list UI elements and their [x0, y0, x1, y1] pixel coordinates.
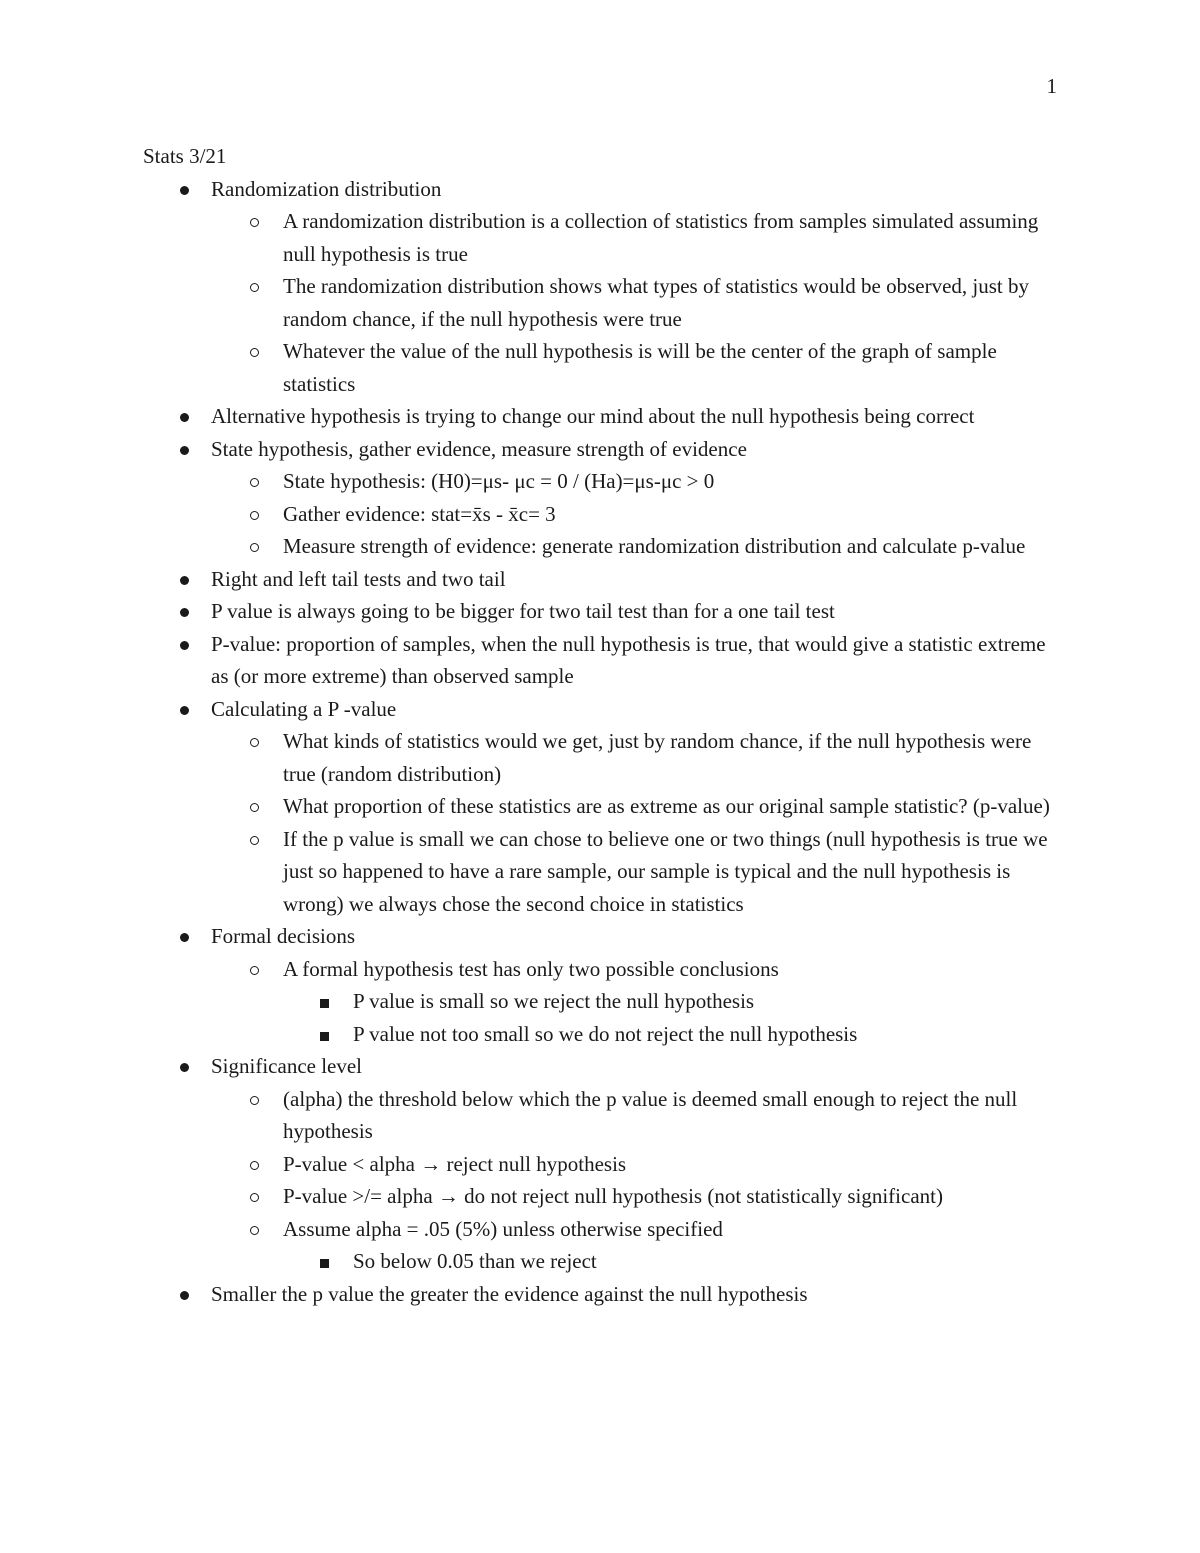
list-item: [213, 823, 1063, 921]
list-item-text: P value is small so we reject the null hypothesis: [353, 989, 755, 1013]
bullet-circle-icon: [250, 1096, 259, 1105]
list-item: [143, 400, 1063, 433]
list-item: [213, 530, 1063, 563]
list-item: [143, 920, 1063, 1050]
bullet-circle-icon: [250, 966, 259, 975]
list-item: [143, 1278, 1063, 1311]
bullet-circle-icon: [250, 218, 259, 227]
sub-list: [213, 953, 1063, 1051]
bullet-disc-icon: [180, 706, 189, 715]
bullet-disc-icon: [180, 186, 189, 195]
list-item-text: Whatever the value of the null hypothesis is will be the center of the graph of sample statistics: [283, 339, 997, 396]
bullet-disc-icon: [180, 641, 189, 650]
bullet-disc-icon: [180, 1291, 189, 1300]
sub-list: [213, 465, 1063, 563]
list-item: [213, 1148, 1063, 1181]
list-item-text: Gather evidence: stat=x̄s - x̄c= 3: [283, 501, 556, 526]
sub-list: [213, 1083, 1063, 1278]
list-item: [143, 433, 1063, 563]
list-item: [283, 1018, 1063, 1051]
page-number: 1: [1046, 74, 1057, 98]
bullet-list: [143, 173, 1063, 1311]
bullet-circle-icon: [250, 1161, 259, 1170]
list-item-text: P-value >/= alpha → do not reject null hypothesis (not statistically significant): [283, 1184, 943, 1208]
list-item: [143, 173, 1063, 401]
list-item-text: The randomization distribution shows what types of statistics would be observed, just by random chance, if the null hypothesis were true: [283, 274, 1029, 331]
list-item: [213, 205, 1063, 270]
list-item-text: Randomization distribution: [211, 176, 442, 201]
bullet-circle-icon: [250, 543, 259, 552]
list-item: [143, 693, 1063, 921]
list-item-text: If the p value is small we can chose to believe one or two things (null hypothesis is true we just so happened to have a rare sample, our sample is typical and the null hypothesis is wrong) we always chose the second choice in statistics: [283, 826, 1048, 916]
bullet-square-icon: [320, 999, 329, 1008]
list-item: [143, 1050, 1063, 1278]
list-item: [213, 1083, 1063, 1148]
bullet-disc-icon: [180, 1063, 189, 1072]
sub-sub-list: [283, 1245, 1063, 1278]
bullet-disc-icon: [180, 413, 189, 422]
list-item-text: Alternative hypothesis is trying to change our mind about the null hypothesis being correct: [211, 404, 975, 428]
list-item-text: State hypothesis, gather evidence, measure strength of evidence: [211, 436, 747, 461]
sub-list: [213, 725, 1063, 920]
list-item-text: Calculating a P -value: [211, 696, 397, 721]
list-item-text: Formal decisions: [211, 924, 356, 948]
bullet-square-icon: [320, 1032, 329, 1041]
list-item-text: What kinds of statistics would we get, just by random chance, if the null hypothesis were true (random distribution): [283, 729, 1032, 786]
list-item: [213, 335, 1063, 400]
list-item-text: What proportion of these statistics are as extreme as our original sample statistic? (p-value): [283, 794, 1050, 818]
list-item: [283, 985, 1063, 1018]
list-item-text: Smaller the p value the greater the evidence against the null hypothesis: [211, 1281, 808, 1306]
sub-sub-list: [283, 985, 1063, 1050]
list-item: [213, 790, 1063, 823]
list-item-text: Significance level: [211, 1054, 363, 1078]
list-item-text: Assume alpha = .05 (5%) unless otherwise specified: [283, 1216, 723, 1241]
list-item-text: P-value < alpha → reject null hypothesis: [283, 1151, 627, 1176]
list-item: [143, 563, 1063, 596]
bullet-circle-icon: [250, 1226, 259, 1235]
bullet-circle-icon: [250, 1193, 259, 1202]
list-item: [213, 465, 1063, 498]
list-item-text: State hypothesis: (H0)=μs- μc = 0 / (Ha)=μs-μc > 0: [283, 469, 715, 493]
list-item: [143, 595, 1063, 628]
list-item-text: A randomization distribution is a collection of statistics from samples simulated assuming null hypothesis is true: [283, 209, 1039, 266]
list-item: [213, 498, 1063, 531]
list-item: [213, 1213, 1063, 1278]
bullet-circle-icon: [250, 348, 259, 357]
list-item-text: P value not too small so we do not reject the null hypothesis: [353, 1021, 858, 1046]
list-item-text: Measure strength of evidence: generate randomization distribution and calculate p-value: [283, 534, 1026, 558]
bullet-circle-icon: [250, 836, 259, 845]
list-item: [213, 725, 1063, 790]
list-item: [143, 628, 1063, 693]
list-item: [213, 1180, 1063, 1213]
list-item: [213, 953, 1063, 1051]
bullet-circle-icon: [250, 478, 259, 487]
list-item-text: Right and left tail tests and two tail: [211, 566, 506, 591]
bullet-circle-icon: [250, 511, 259, 520]
bullet-disc-icon: [180, 576, 189, 585]
list-item-text: So below 0.05 than we reject: [353, 1249, 597, 1273]
document-body: [143, 140, 1063, 1310]
bullet-circle-icon: [250, 803, 259, 812]
list-item-text: P value is always going to be bigger for two tail test than for a one tail test: [211, 599, 835, 623]
bullet-square-icon: [320, 1259, 329, 1268]
list-item-text: A formal hypothesis test has only two possible conclusions: [283, 956, 779, 981]
document-title: Stats 3/21: [143, 144, 227, 168]
bullet-disc-icon: [180, 446, 189, 455]
list-item: [283, 1245, 1063, 1278]
list-item-text: P-value: proportion of samples, when the null hypothesis is true, that would give a statistic extreme as (or more extreme) than observed sample: [211, 631, 1046, 688]
sub-list: [213, 205, 1063, 400]
bullet-circle-icon: [250, 738, 259, 747]
list-item: [213, 270, 1063, 335]
bullet-disc-icon: [180, 933, 189, 942]
bullet-disc-icon: [180, 608, 189, 617]
bullet-circle-icon: [250, 283, 259, 292]
list-item-text: (alpha) the threshold below which the p value is deemed small enough to reject the null hypothesis: [283, 1086, 1018, 1143]
